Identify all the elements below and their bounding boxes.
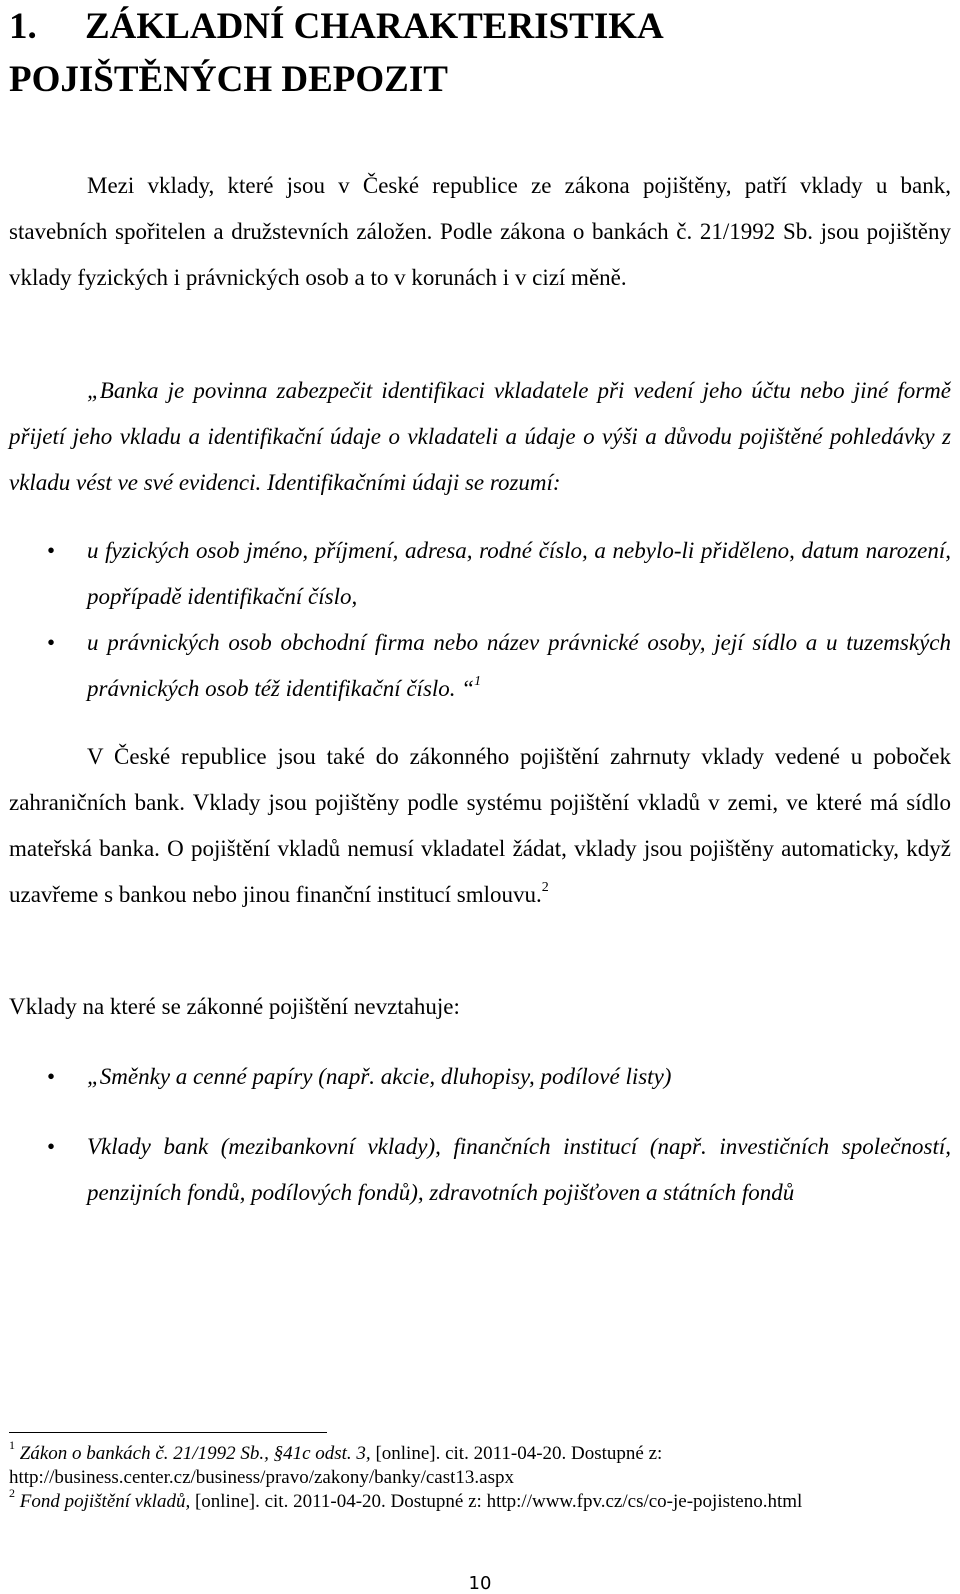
- list-item: [9, 528, 951, 620]
- exclusion-list: [9, 1054, 951, 1216]
- footnote-number: 1: [9, 1437, 15, 1452]
- list-item: [9, 1124, 951, 1216]
- quote-list: [9, 528, 951, 712]
- paragraph-branches: [9, 734, 951, 918]
- footnotes: [9, 1437, 951, 1514]
- chapter-title-line1: ZÁKLADNÍ CHARAKTERISTIKA: [85, 6, 664, 47]
- footnote-title: Zákon o bankách č. 21/1992 Sb., §41c odst. 3,: [19, 1443, 371, 1464]
- footnote-ref: 2: [541, 880, 549, 896]
- bullet-icon: •: [47, 538, 56, 563]
- footnote-divider: [9, 1432, 327, 1433]
- bullet-icon: •: [47, 1134, 56, 1159]
- footnote: [9, 1437, 951, 1490]
- list-item: [9, 1054, 951, 1100]
- footnote-number: 2: [9, 1485, 15, 1500]
- footnote-source: [online]. cit. 2011-04-20. Dostupné z: http://www.fpv.cz/cs/co-je-pojisteno.html: [190, 1491, 803, 1512]
- footnote-source: [online]. cit. 2011-04-20. Dostupné z: http://business.center.cz/business/pravo/zakony/banky/cast13.aspx: [9, 1443, 663, 1488]
- list-item-text: u právnických osob obchodní firma nebo název právnické osoby, její sídlo a u tuzemských právnických osob též identifikační číslo. “: [87, 630, 951, 701]
- quote-paragraph: „Banka je povinna zabezpečit identifikaci vkladatele při vedení jeho účtu nebo jiné formě přijetí jeho vkladu a identifikační údaje o vkladateli a údaje o výši a důvodu pojištěné pohledávky z vkladu vést ve své evidenci. Identifikačními údaji se rozumí:: [9, 378, 951, 495]
- page-number: 10: [468, 1573, 492, 1594]
- bullet-icon: •: [47, 630, 56, 655]
- footnote: [9, 1485, 951, 1514]
- paragraph-exclusions-intro: Vklady na které se zákonné pojištění nevztahuje:: [9, 994, 460, 1019]
- footnote-title: Fond pojištění vkladů,: [19, 1491, 191, 1512]
- list-item-text: „Směnky a cenné papíry (např. akcie, dluhopisy, podílové listy): [87, 1064, 672, 1089]
- chapter-heading: [9, 0, 664, 106]
- intro-paragraph: Mezi vklady, které jsou v České republice ze zákona pojištěny, patří vklady u bank, stavebních spořitelen a družstevních záložen. Podle zákona o bankách č. 21/1992 Sb. jsou pojištěny vklady fyzických i právnických osob a to v korunách i v cizí měně.: [9, 173, 951, 290]
- list-item-text: u fyzických osob jméno, příjmení, adresa, rodné číslo, a nebylo-li přiděleno, datum narození, popřípadě identifikační číslo,: [87, 538, 951, 609]
- footnote-ref: 1: [474, 674, 482, 690]
- paragraph-text: V České republice jsou také do zákonného pojištění zahrnuty vklady vedené u poboček zahraničních bank. Vklady jsou pojištěny podle systému pojištění vkladů v zemi, ve které má sídlo mateřská banka. O pojištění vkladů nemusí vkladatel žádat, vklady jsou pojištěny automaticky, když uzavřeme s bankou nebo jinou finanční institucí smlouvu.: [9, 744, 951, 907]
- chapter-number: 1.: [9, 6, 37, 47]
- list-item-text: Vklady bank (mezibankovní vklady), finančních institucí (např. investičních společností, penzijních fondů, podílových fondů), zdravotních pojišťoven a státních fondů: [87, 1134, 951, 1205]
- list-item: [9, 620, 951, 712]
- bullet-icon: •: [47, 1064, 56, 1089]
- chapter-title-line2: POJIŠTĚNÝCH DEPOZIT: [9, 59, 448, 100]
